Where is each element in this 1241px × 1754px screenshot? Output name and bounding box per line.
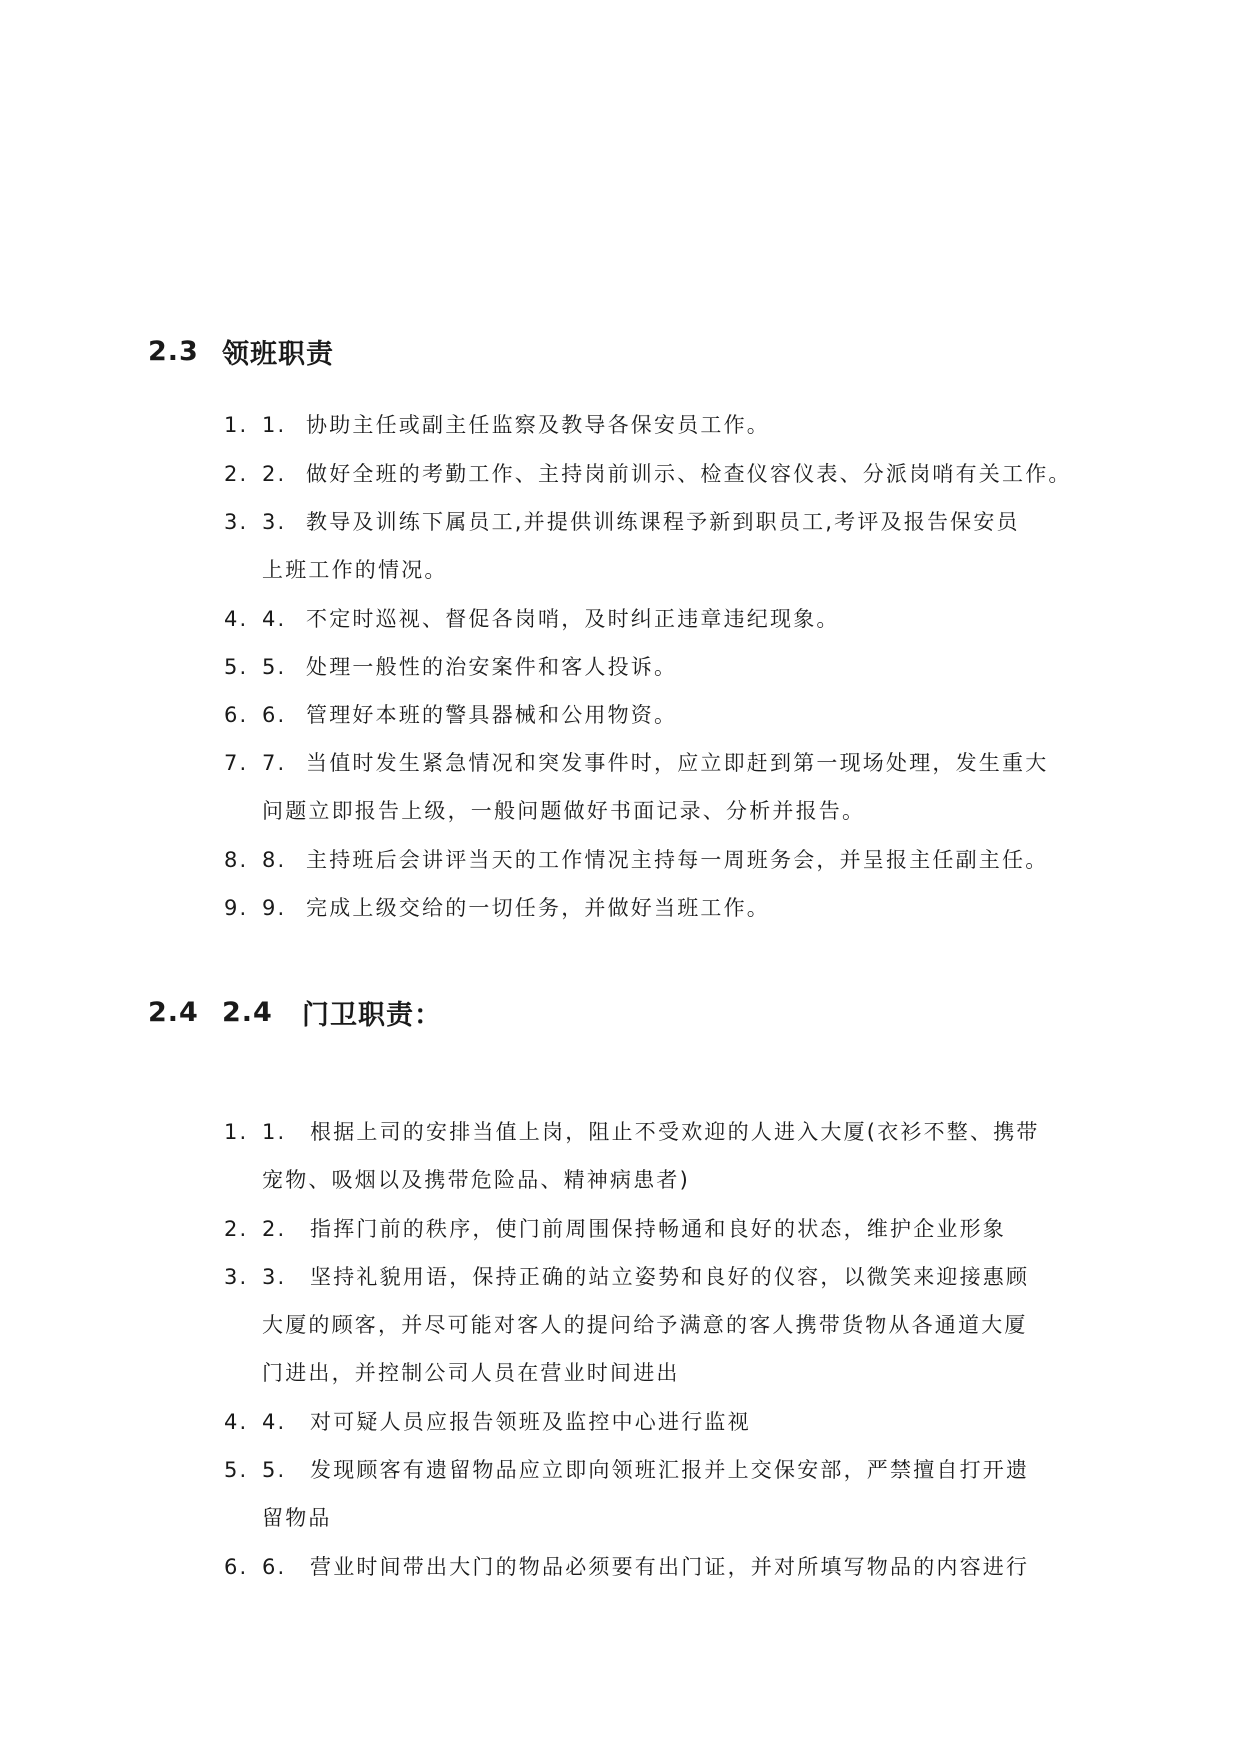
item-text: 当值时发生紧急情况和突发事件时，应立即赶到第一现场处理，发生重大 bbox=[306, 751, 1049, 775]
section-heading-2-3 bbox=[148, 332, 334, 371]
item-subnumber: 2. bbox=[262, 462, 287, 486]
item-subnumber: 2. bbox=[262, 1217, 287, 1241]
item-subnumber: 1. bbox=[262, 413, 287, 437]
list-item bbox=[224, 1253, 1104, 1397]
list-item bbox=[224, 691, 1104, 739]
item-subnumber: 6. bbox=[262, 1555, 287, 1579]
item-subnumber: 1. bbox=[262, 1120, 287, 1144]
item-text: 完成上级交给的一切任务，并做好当班工作。 bbox=[306, 896, 770, 920]
item-subnumber: 3. bbox=[262, 510, 287, 534]
item-subnumber: 4. bbox=[262, 607, 287, 631]
item-number: 6. bbox=[224, 703, 249, 727]
item-text-continued: 上班工作的情况。 bbox=[262, 558, 448, 582]
list-item bbox=[224, 1205, 1104, 1253]
item-text: 根据上司的安排当值上岗，阻止不受欢迎的人进入大厦(衣衫不整、携带 bbox=[310, 1120, 1040, 1144]
item-text-continued: 门进出，并控制公司人员在营业时间进出 bbox=[262, 1361, 680, 1385]
list-item bbox=[224, 643, 1104, 691]
list-item bbox=[224, 1446, 1104, 1542]
item-text: 主持班后会讲评当天的工作情况主持每一周班务会，并呈报主任副主任。 bbox=[306, 848, 1049, 872]
item-number: 4. bbox=[224, 607, 249, 631]
item-subnumber: 8. bbox=[262, 848, 287, 872]
list-item bbox=[224, 595, 1104, 643]
list-item bbox=[224, 884, 1104, 932]
item-number: 2. bbox=[224, 462, 249, 486]
item-text-continued: 留物品 bbox=[262, 1506, 332, 1530]
item-subnumber: 4. bbox=[262, 1410, 287, 1434]
section-title: 领班职责 bbox=[222, 339, 334, 370]
item-text: 营业时间带出大门的物品必须要有出门证，并对所填写物品的内容进行 bbox=[310, 1555, 1030, 1579]
list-item bbox=[224, 836, 1104, 884]
item-number: 8. bbox=[224, 848, 249, 872]
item-text: 做好全班的考勤工作、主持岗前训示、检查仪容仪表、分派岗哨有关工作。 bbox=[306, 462, 1072, 486]
item-subnumber: 3. bbox=[262, 1265, 287, 1289]
item-text: 协助主任或副主任监察及教导各保安员工作。 bbox=[306, 413, 770, 437]
list-item bbox=[224, 739, 1104, 835]
section-number: 2.3 bbox=[148, 336, 199, 367]
item-number: 1. bbox=[224, 413, 249, 437]
list-item bbox=[224, 450, 1104, 498]
item-number: 4. bbox=[224, 1410, 249, 1434]
item-number: 2. bbox=[224, 1217, 249, 1241]
item-number: 1. bbox=[224, 1120, 249, 1144]
item-number: 7. bbox=[224, 751, 249, 775]
item-subnumber: 7. bbox=[262, 751, 287, 775]
item-text: 指挥门前的秩序，使门前周围保持畅通和良好的状态，维护企业形象 bbox=[310, 1217, 1006, 1241]
item-subnumber: 5. bbox=[262, 655, 287, 679]
item-number: 5. bbox=[224, 655, 249, 679]
item-subnumber: 6. bbox=[262, 703, 287, 727]
item-text: 教导及训练下属员工,并提供训练课程予新到职员工,考评及报告保安员 bbox=[306, 510, 1020, 534]
item-number: 9. bbox=[224, 896, 249, 920]
list-item bbox=[224, 1108, 1104, 1204]
item-subnumber: 9. bbox=[262, 896, 287, 920]
item-text-continued: 大厦的顾客，并尽可能对客人的提问给予满意的客人携带货物从各通道大厦 bbox=[262, 1313, 1028, 1337]
item-number: 5. bbox=[224, 1458, 249, 1482]
list-item bbox=[224, 1543, 1104, 1591]
list-item bbox=[224, 1398, 1104, 1446]
item-number: 3. bbox=[224, 1265, 249, 1289]
item-subnumber: 5. bbox=[262, 1458, 287, 1482]
list-item bbox=[224, 498, 1104, 594]
item-text: 发现顾客有遗留物品应立即向领班汇报并上交保安部，严禁擅自打开遗 bbox=[310, 1458, 1030, 1482]
item-number: 3. bbox=[224, 510, 249, 534]
section-number-repeat: 2.4 bbox=[222, 997, 273, 1028]
item-text: 管理好本班的警具器械和公用物资。 bbox=[306, 703, 678, 727]
item-text: 处理一般性的治安案件和客人投诉。 bbox=[306, 655, 678, 679]
section-title: 门卫职责： bbox=[302, 1000, 442, 1031]
item-text: 坚持礼貌用语，保持正确的站立姿势和良好的仪容，以微笑来迎接惠顾 bbox=[310, 1265, 1030, 1289]
item-number: 6. bbox=[224, 1555, 249, 1579]
item-text: 不定时巡视、督促各岗哨，及时纠正违章违纪现象。 bbox=[306, 607, 840, 631]
item-text-continued: 宠物、吸烟以及携带危险品、精神病患者) bbox=[262, 1168, 690, 1192]
list-item bbox=[224, 401, 1104, 449]
item-text: 对可疑人员应报告领班及监控中心进行监视 bbox=[310, 1410, 751, 1434]
section-heading-2-4 bbox=[148, 993, 442, 1032]
section-number: 2.4 bbox=[148, 997, 199, 1028]
item-text-continued: 问题立即报告上级，一般问题做好书面记录、分析并报告。 bbox=[262, 799, 866, 823]
